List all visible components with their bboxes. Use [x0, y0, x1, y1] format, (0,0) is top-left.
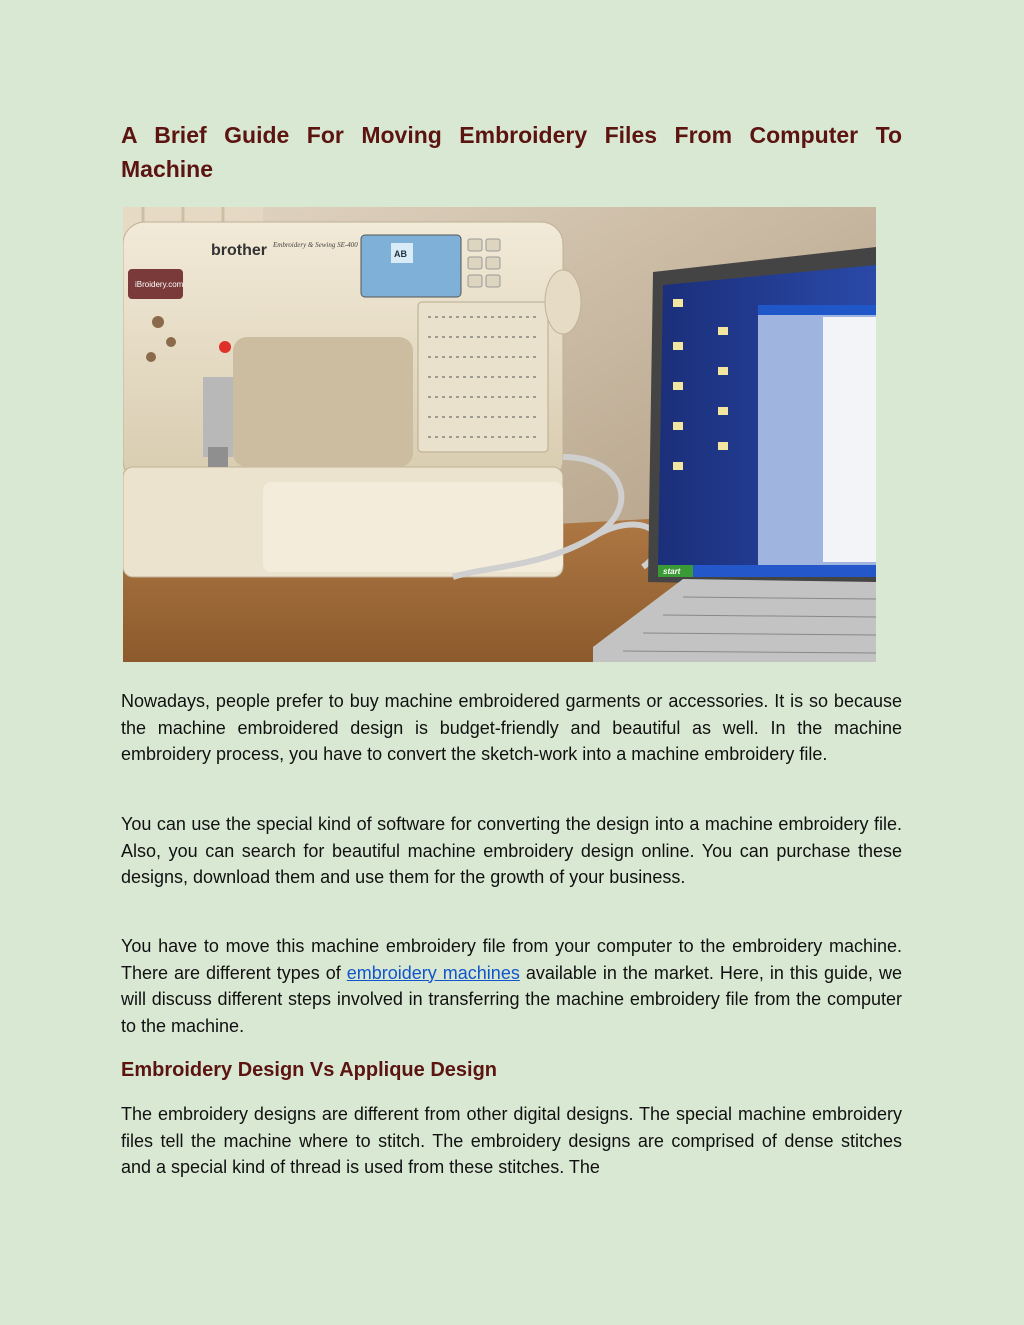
embroidery-machines-link[interactable]: embroidery machines: [346, 962, 520, 983]
paragraph-3-text-end: available in the market. Here, in this guide, we will discuss different steps involved in transferring the machine embroidery file from the computer to the machine.: [121, 962, 902, 1036]
paragraph-1: Nowadays, people prefer to buy machine embroidered garments or accessories. It is so because the machine embroidered design is budget-friendly and beautiful as well. In the machine embroidery process, you have to convert the sketch-work into a machine embroidery file.: [121, 691, 902, 764]
lcd-text: AB: [394, 249, 407, 259]
badge-text: iBroidery.com: [135, 280, 184, 289]
model-text: Embroidery & Sewing SE-400: [273, 241, 358, 249]
paragraph-3: [121, 933, 902, 1039]
sewing-machine-laptop-photo: [123, 207, 876, 662]
brand-text: brother: [211, 242, 267, 259]
paragraph-4: The embroidery designs are different from other digital designs. The special machine embroidery files tell the machine where to stitch. The embroidery designs are comprised of dense stitches and a special kind of thread is used from these stitches. The: [121, 1104, 902, 1177]
photo-illustration: [123, 207, 876, 662]
paragraph-2: You can use the special kind of software for converting the design into a machine embroidery file. Also, you can search for beautiful machine embroidery design online. You can purchase these designs, download them and use them for the growth of your business.: [121, 814, 902, 887]
paragraph-3-text-start: You have to move this machine embroidery file from your computer to the embroidery machine. There are different types of: [121, 936, 902, 983]
start-text: start: [663, 567, 681, 576]
section-heading: Embroidery Design Vs Applique Design: [121, 1059, 497, 1081]
page-title: A Brief Guide For Moving Embroidery Files From Computer To Machine: [121, 122, 902, 182]
